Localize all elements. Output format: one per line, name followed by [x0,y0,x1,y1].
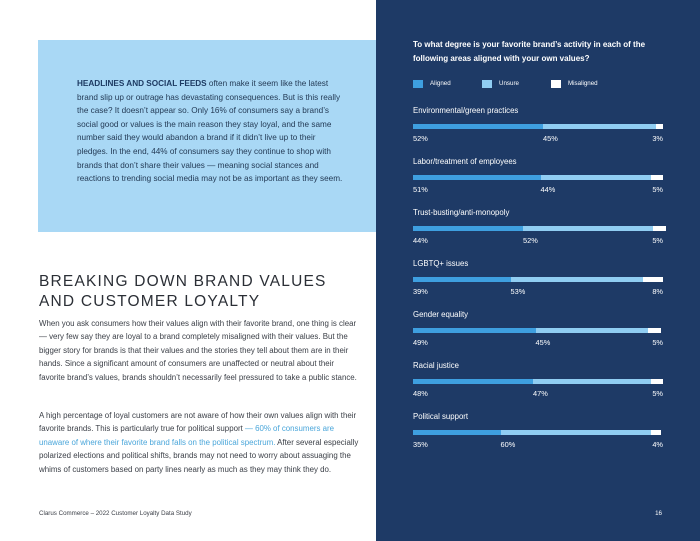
page-number: 16 [655,510,662,517]
bar-segment-unsure [541,175,651,180]
chart-legend [413,79,673,91]
value-label-aligned: 51% [413,185,428,194]
highlight-link[interactable]: — 60% of consumers are unaware of where their favorite brand falls on the political spectrum. [39,424,335,447]
chart-row [413,411,663,449]
bar-segment-unsure [543,124,656,129]
value-label-misaligned: 5% [652,338,663,347]
value-label-aligned: 44% [413,236,428,245]
value-label-misaligned: 4% [652,440,663,449]
bar-segment-aligned [413,430,501,435]
body-paragraph-2 [39,409,359,476]
stacked-bar [413,226,663,245]
value-label-unsure: 52% [523,236,538,245]
category-label: LGBTQ+ issues [413,259,469,268]
bar-segment-aligned [413,175,541,180]
section-title: BREAKING DOWN BRAND VALUES AND CUSTOMER LOYALTY [39,273,327,310]
legend-label-misaligned: Misaligned [568,80,598,87]
value-label-aligned: 48% [413,389,428,398]
bar-segment-unsure [501,430,651,435]
stacked-bar [413,379,663,398]
category-label: Racial justice [413,361,459,370]
value-label-unsure: 47% [533,389,548,398]
chart-row [413,360,663,398]
value-label-unsure: 45% [543,134,558,143]
chart-row [413,309,663,347]
bar-segment-misaligned [651,379,664,384]
bar-segment-unsure [523,226,653,231]
bar-segment-aligned [413,226,523,231]
bar-segment-unsure [511,277,644,282]
bar-segment-aligned [413,328,536,333]
value-label-aligned: 35% [413,440,428,449]
value-label-aligned: 52% [413,134,428,143]
legend-swatch-unsure [482,80,492,88]
value-label-misaligned: 3% [652,134,663,143]
legend-label-unsure: Unsure [499,80,519,87]
footer-source: Clarus Commerce – 2022 Customer Loyalty Data Study [39,510,192,517]
category-label: Gender equality [413,310,469,319]
value-label-unsure: 45% [535,338,551,347]
bar-segment-unsure [536,328,649,333]
bar-segment-misaligned [656,124,664,129]
stacked-bar [413,328,663,347]
stacked-bar [413,430,663,449]
chart-title: To what degree is your favorite brand’s activity in each of the following areas aligned with your own values? [413,40,646,63]
legend-label-aligned: Aligned [430,80,451,87]
paragraph-2-start: A high percentage of loyal customers are not aware of how their own values align with their favorite brands. This is particularly true for political support [39,411,357,434]
category-label: Trust-busting/anti-monopoly [413,208,510,217]
value-label-aligned: 39% [413,287,428,296]
bar-segment-unsure [533,379,651,384]
callout-lead: HEADLINES AND SOCIAL FEEDS [77,79,207,88]
bar-segment-misaligned [651,175,664,180]
value-label-misaligned: 5% [652,236,663,245]
legend-swatch-aligned [413,80,423,88]
chart-row [413,105,663,143]
category-label: Political support [413,412,469,421]
bar-segment-misaligned [648,328,661,333]
bar-segment-misaligned [653,226,666,231]
value-label-misaligned: 5% [652,389,663,398]
legend-swatch-misaligned [551,80,561,88]
chart-row [413,207,663,245]
value-label-aligned: 49% [413,338,428,347]
body-paragraph-1: When you ask consumers how their values align with their favorite brand, one thing is clear — very few say they are loyal to a brand completely misaligned with their values. But the bigger story for brands is that their values and the stories they tell about them are in their hands. Since a significant amount of consumers are unaffected or neutral about their favorite brand’s values, brands shouldn’t necessarily feel pressured to take a public stance. [39,319,357,382]
category-label: Labor/treatment of employees [413,157,517,166]
stacked-bar [413,277,663,296]
stacked-bar [413,124,663,143]
stacked-bar [413,175,663,194]
bar-segment-aligned [413,379,533,384]
chart-row [413,156,663,194]
callout-text [77,77,347,186]
right-page [376,0,700,541]
value-label-misaligned: 5% [652,185,663,194]
bar-segment-aligned [413,124,543,129]
paragraph-2-end: After several especially polarized elections and political shifts, brands may not need to worry about assuaging the whims of customers based on party lines nearly as much as they may think they do. [39,437,359,474]
bar-segment-aligned [413,277,511,282]
category-label: Environmental/green practices [413,106,519,115]
value-label-unsure: 44% [540,185,556,194]
bar-segment-misaligned [643,277,663,282]
value-label-unsure: 60% [500,440,516,449]
callout-body: often make it seem like the latest brand slip up or outrage has devastating consequences. But is this really the case? It doesn’t appear so. Only 16% of consumers say a brand’s social good or values is the main reason they stay loyal, and the same number said they would abandon a brand if it didn’t live up to their pledges. In the end, 44% of consumers say they continue to shop with brands that don’t share their values — meaning social stances and reactions to trending social media may not be as important as they seem. [77,79,343,184]
value-label-unsure: 53% [510,287,526,296]
callout-box [38,40,376,232]
chart-row [413,258,663,296]
bar-segment-misaligned [651,430,661,435]
value-label-misaligned: 8% [652,287,663,296]
